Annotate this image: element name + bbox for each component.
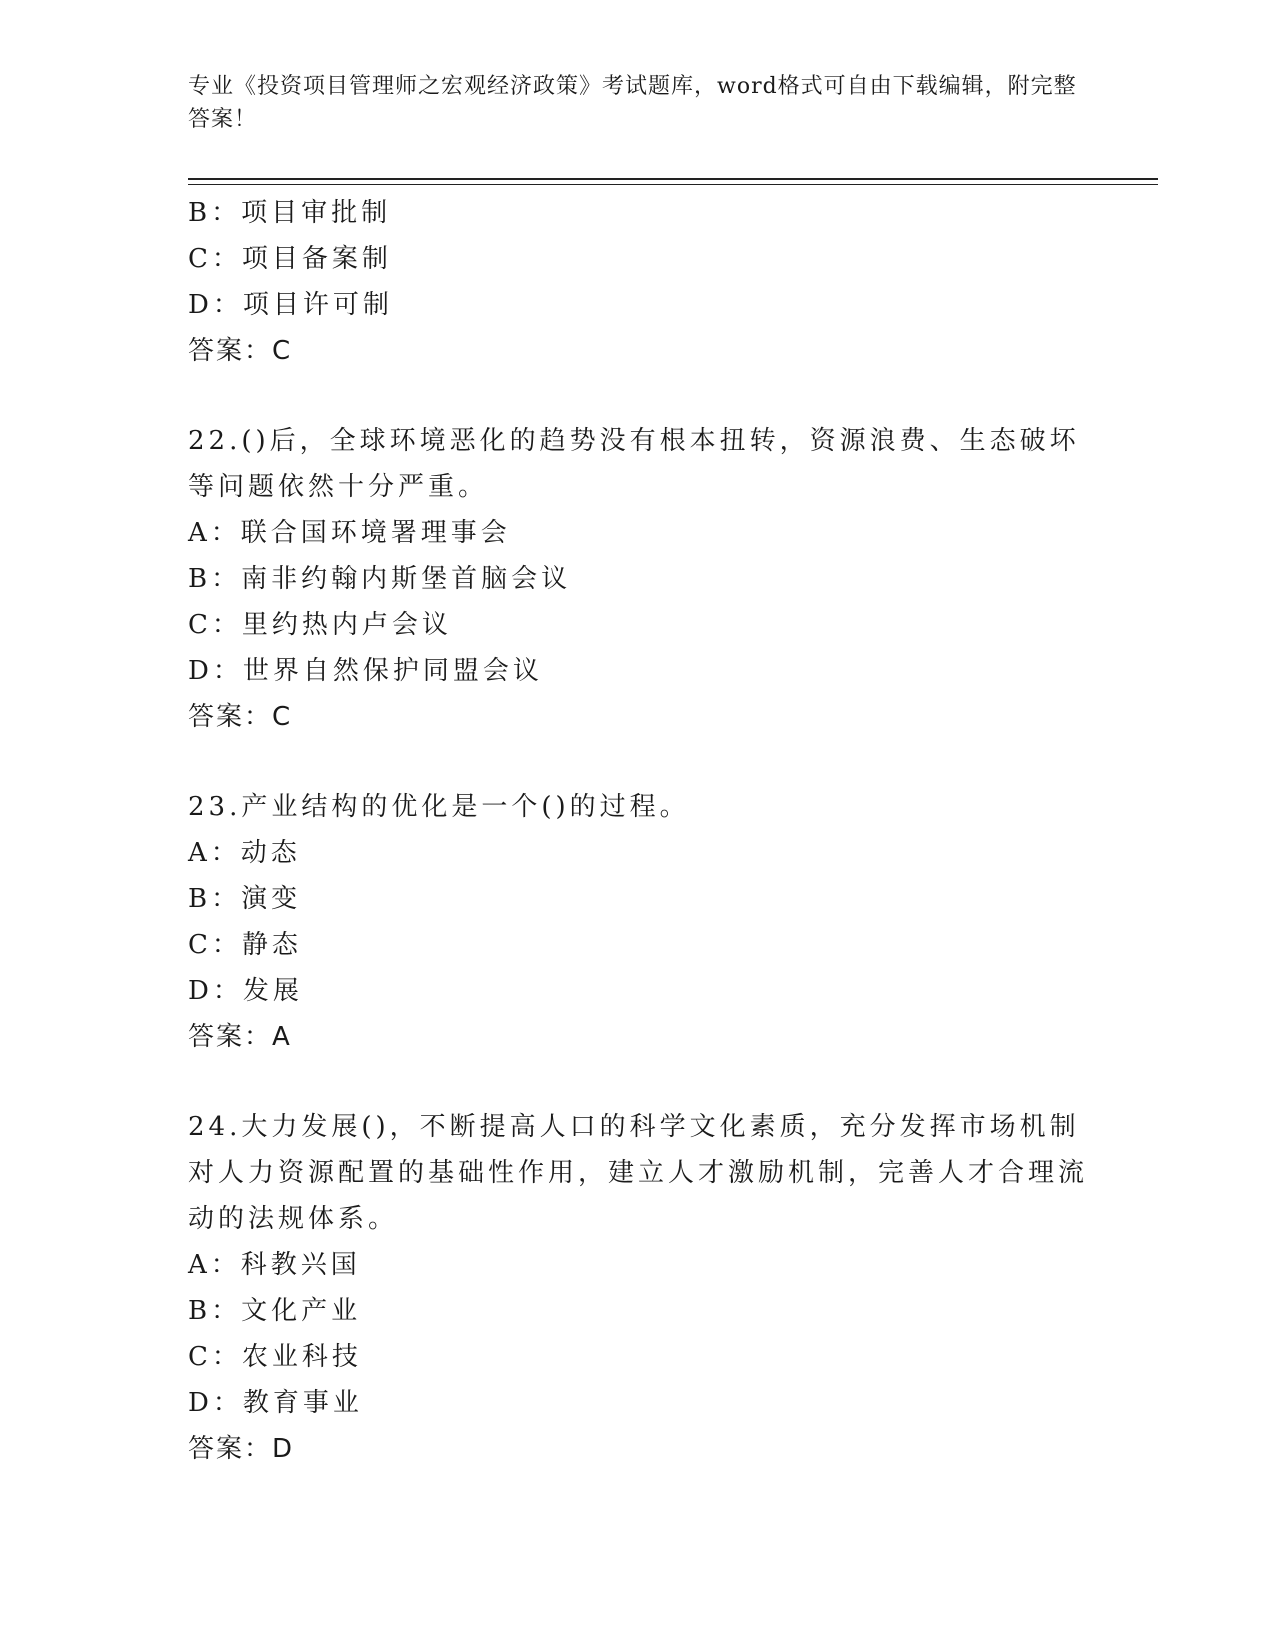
header-rule-thin [188,184,1158,185]
question-block-21 [188,190,1088,374]
option-c: C：静态 [188,930,302,960]
option-b: B：南非约翰内斯堡首脑会议 [188,564,572,594]
option-d: D：发展 [188,976,303,1006]
option-c: C：项目备案制 [188,244,392,274]
answer-line: 答案：A [188,1022,292,1052]
question-text: 23.产业结构的优化是一个()的过程。 [188,792,690,822]
option-b: B：项目审批制 [188,198,392,228]
option-a: A：科教兴国 [188,1250,361,1280]
answer-line: 答案：C [188,336,293,366]
spacer [188,740,1088,784]
option-c: C：农业科技 [188,1342,362,1372]
question-block-22 [188,418,1088,740]
option-d: D：教育事业 [188,1388,363,1418]
option-c: C：里约热内卢会议 [188,610,452,640]
spacer [188,1060,1088,1104]
question-block-23 [188,784,1088,1060]
question-block-24 [188,1104,1088,1472]
question-text: 24.大力发展()，不断提高人口的科学文化素质，充分发挥市场机制对人力资源配置的基础性作用，建立人才激励机制，完善人才合理流动的法规体系。 [188,1112,1089,1234]
header-rule-thick [188,178,1158,180]
answer-line: 答案：C [188,702,293,732]
document-header: 专业《投资项目管理师之宏观经济政策》考试题库，word格式可自由下载编辑，附完整答案！ [188,74,1077,132]
answer-line: 答案：D [188,1434,295,1464]
spacer [188,374,1088,418]
option-d: D：世界自然保护同盟会议 [188,656,543,686]
option-b: B：文化产业 [188,1296,362,1326]
question-text: 22.()后，全球环境恶化的趋势没有根本扭转，资源浪费、生态破坏等问题依然十分严重。 [188,426,1080,502]
option-b: B：演变 [188,884,302,914]
option-a: A：联合国环境署理事会 [188,518,511,548]
question-list [188,190,1088,1472]
option-a: A：动态 [188,838,301,868]
option-d: D：项目许可制 [188,290,393,320]
